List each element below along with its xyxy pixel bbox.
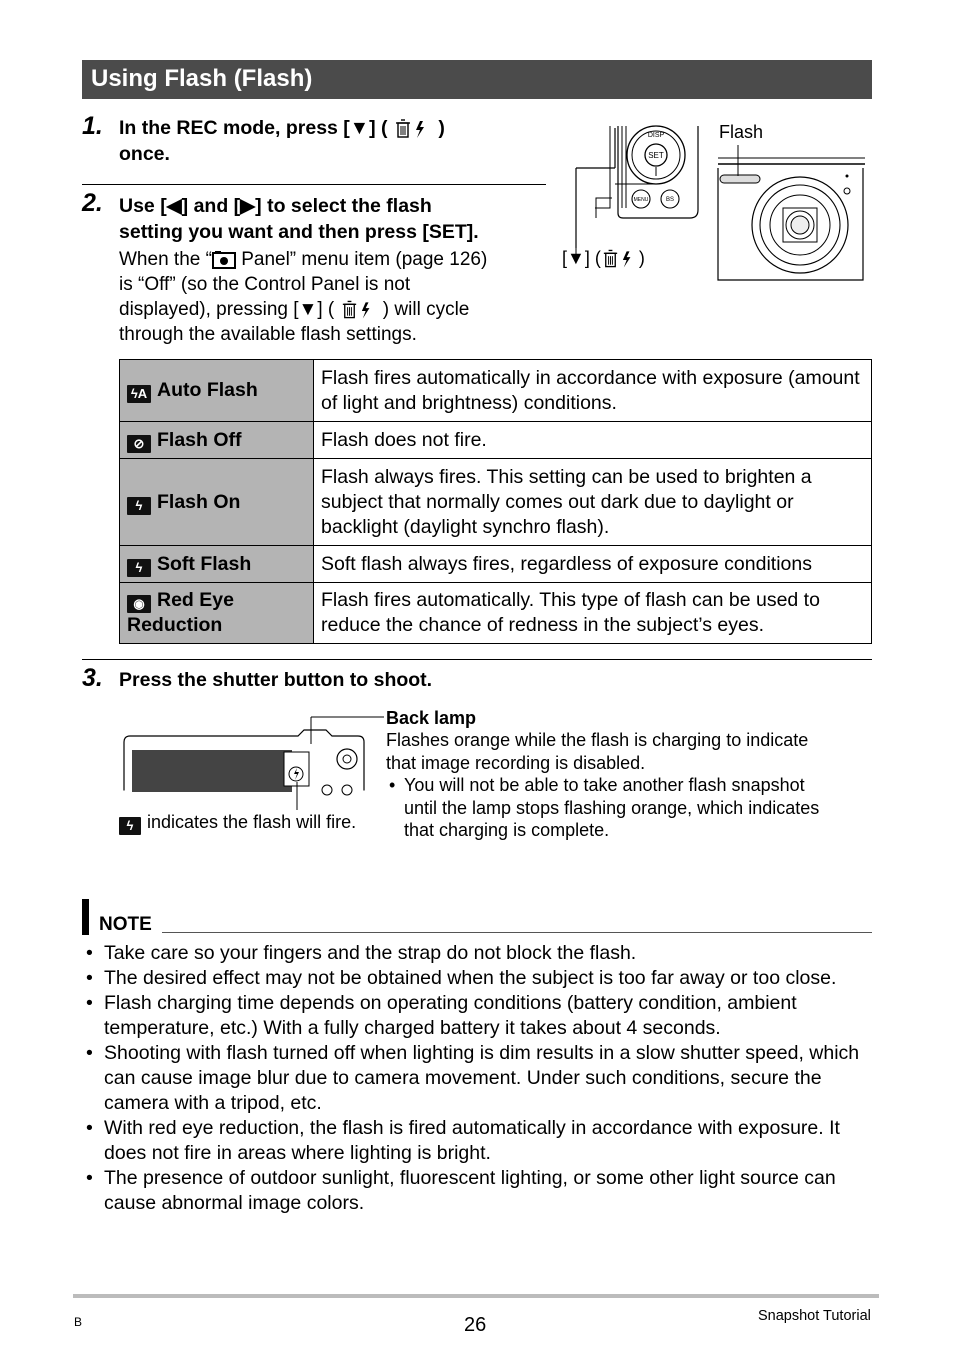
flash-on-icon: ϟ bbox=[127, 497, 151, 515]
flash-off-icon: ⊘ bbox=[127, 435, 151, 453]
section-title: Using Flash (Flash) bbox=[91, 65, 313, 92]
down-button-callout bbox=[562, 248, 645, 270]
description-cell: Soft flash always fires, regardless of exposure conditions bbox=[314, 546, 872, 583]
list-item: • Take care so your fingers and the strap do not block the flash. bbox=[84, 941, 874, 966]
flash-indicator-text: indicates the flash will fire. bbox=[147, 812, 357, 832]
step-3-number: 3. bbox=[82, 664, 103, 692]
list-item: • Flash charging time depends on operating conditions (battery condition, ambient temperature, etc.) With a fully charged battery it takes about 4 seconds. bbox=[84, 991, 874, 1041]
flash-settings-table bbox=[119, 359, 872, 644]
note-marker bbox=[82, 899, 89, 935]
page-number: 26 bbox=[464, 1314, 487, 1336]
option-label: Soft Flash bbox=[157, 552, 252, 575]
down-button-label-pre: [▼] ( bbox=[562, 248, 601, 268]
description-cell: Flash does not fire. bbox=[314, 422, 872, 459]
list-item: • With red eye reduction, the flash is fired automatically in accordance with exposure. It does not fire in areas where lighting is bright. bbox=[84, 1116, 874, 1166]
option-label: Red Eye Reduction bbox=[127, 589, 234, 636]
camera-panel-icon bbox=[212, 251, 236, 269]
back-lamp-bullet-3: that charging is complete. bbox=[404, 820, 610, 840]
flash-indicator-caption bbox=[119, 812, 356, 835]
trash-flash-icon bbox=[393, 118, 433, 140]
back-lamp-description bbox=[386, 729, 866, 774]
step-3-text: Press the shutter button to shoot. bbox=[119, 669, 433, 691]
step-2-body3-pre: displayed), pressing [▼] ( bbox=[119, 299, 335, 320]
step-divider-1 bbox=[82, 184, 546, 185]
soft-flash-icon: ϟ bbox=[127, 559, 151, 577]
step-2-text bbox=[119, 193, 559, 245]
down-button-label-post: ) bbox=[638, 248, 645, 268]
note-list bbox=[84, 941, 874, 1216]
trash-flash-icon bbox=[340, 299, 378, 321]
option-cell bbox=[120, 422, 314, 459]
option-label: Flash Off bbox=[157, 428, 242, 451]
back-lamp-title: Back lamp bbox=[386, 708, 477, 728]
step-2-body bbox=[119, 247, 559, 347]
option-cell bbox=[120, 583, 314, 644]
description-cell: Flash always fires. This setting can be used to brighten a subject that normally comes out dark due to daylight or backlight (daylight synchro flash). bbox=[314, 459, 872, 546]
back-lamp-illustration bbox=[118, 712, 388, 812]
back-lamp-bullet-mark: • bbox=[389, 775, 396, 795]
bs-button-label: BS bbox=[665, 197, 675, 203]
step-2-body4: through the available flash settings. bbox=[119, 324, 417, 345]
back-lamp-bullet bbox=[404, 774, 874, 842]
step-2-body3-post: ) will cycle bbox=[382, 299, 470, 320]
red-eye-icon: ◉ bbox=[127, 595, 151, 613]
footer-left-mark: B bbox=[74, 1315, 83, 1329]
description-cell: Flash fires automatically. This type of flash can be used to reduce the chance of redness in the subject’s eyes. bbox=[314, 583, 872, 644]
step-1-line1-post: ) bbox=[438, 117, 445, 139]
list-item: • Shooting with flash turned off when lighting is dim results in a slow shutter speed, which can cause image blur due to camera movement. Under such conditions, secure the camera with a tripod, etc. bbox=[84, 1041, 874, 1116]
table-row bbox=[120, 459, 872, 546]
disp-button-label: DISP bbox=[647, 132, 665, 139]
step-1-line2: once. bbox=[119, 143, 170, 165]
option-cell bbox=[120, 546, 314, 583]
step-1-text bbox=[119, 115, 549, 167]
option-cell bbox=[120, 360, 314, 422]
step-2-body2: is “Off” (so the Control Panel is not bbox=[119, 274, 411, 295]
footer-rule bbox=[73, 1294, 879, 1298]
note-rule bbox=[162, 932, 872, 933]
section-title-bar bbox=[82, 60, 872, 99]
step-2-body1-pre: When the “ bbox=[119, 249, 212, 270]
step-2-line2: setting you want and then press [SET]. bbox=[119, 221, 479, 243]
note-label: NOTE bbox=[99, 914, 152, 935]
back-lamp-bullet-1: You will not be able to take another flash snapshot bbox=[404, 775, 805, 795]
step-1-number: 1. bbox=[82, 112, 103, 140]
step-2-line1: Use [◀] and [▶] to select the flash bbox=[119, 195, 432, 217]
step-2-number: 2. bbox=[82, 189, 103, 217]
option-label: Flash On bbox=[157, 490, 241, 513]
option-label: Auto Flash bbox=[157, 379, 258, 401]
back-lamp-bullet-2: until the lamp stops flashing orange, which indicates bbox=[404, 797, 820, 818]
option-cell bbox=[120, 459, 314, 546]
step-divider-2 bbox=[82, 659, 872, 660]
back-lamp-desc-1: Flashes orange while the flash is charging to indicate bbox=[386, 730, 809, 750]
flash-on-icon: ϟ bbox=[119, 817, 141, 835]
auto-flash-icon: ϟA bbox=[127, 385, 151, 403]
back-lamp-desc-2: that image recording is disabled. bbox=[386, 752, 646, 773]
table-row bbox=[120, 422, 872, 459]
step-1-line1-pre: In the REC mode, press [▼] ( bbox=[119, 117, 388, 139]
set-button-label: SET bbox=[648, 151, 664, 160]
footer-section-title: Snapshot Tutorial bbox=[758, 1308, 871, 1324]
trash-flash-icon bbox=[601, 248, 639, 270]
description-cell: Flash fires automatically in accordance with exposure (amount of light and brightness) conditions. bbox=[314, 360, 872, 422]
table-row bbox=[120, 360, 872, 422]
list-item: • The presence of outdoor sunlight, fluorescent lighting, or some other light source can cause abnormal image colors. bbox=[84, 1166, 874, 1216]
step-2-body1-post: Panel” menu item (page 126) bbox=[235, 249, 488, 270]
flash-callout-label: Flash bbox=[719, 122, 764, 142]
menu-button-label: MENU bbox=[633, 197, 649, 203]
list-item: • The desired effect may not be obtained when the subject is too far away or too close. bbox=[84, 966, 874, 991]
table-row bbox=[120, 546, 872, 583]
table-row bbox=[120, 583, 872, 644]
